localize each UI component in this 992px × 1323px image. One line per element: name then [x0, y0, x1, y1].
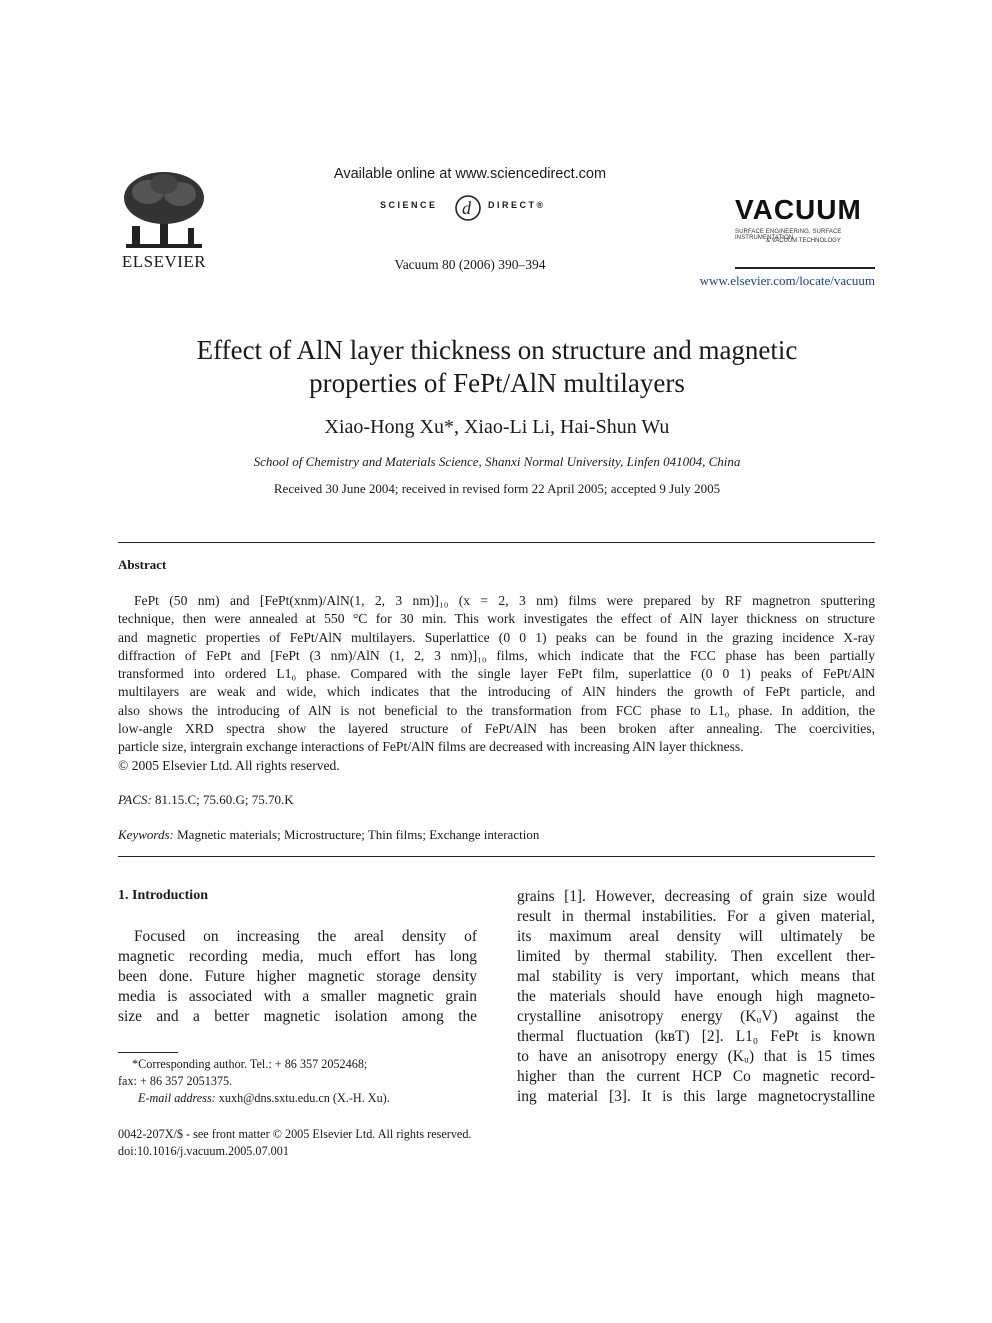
email-address[interactable]: xuxh@dns.sxtu.edu.cn (X.-H. Xu). [215, 1091, 390, 1105]
abstract-line: and magnetic properties of FePt/AlN multilayers. Superlattice (0 0 1) peaks can be found in the grazing incidence X-ray [118, 629, 875, 645]
section-heading: 1. Introduction [118, 888, 208, 903]
abstract-line: diffraction of FePt and [FePt (3 nm)/AlN (1, 2, 3 nm)]₁₀ films, which indicate that the FCC phase has been partially [118, 647, 875, 663]
divider-top [118, 542, 875, 543]
body-line: Focused on increasing the areal density of [134, 928, 477, 945]
body-line: media is associated with a smaller magnetic grain [118, 988, 477, 1005]
available-online-text[interactable]: Available online at www.sciencedirect.com [333, 166, 607, 182]
body-line: limited by thermal stability. Then excellent ther- [517, 948, 875, 965]
left-column [118, 927, 477, 1027]
body-line: been done. Future higher magnetic storage density [118, 968, 477, 985]
body-line: ing material [3]. It is this large magnetocrystalline [517, 1088, 875, 1105]
body-line: higher than the current HCP Co magnetic record- [517, 1068, 875, 1085]
body-line: result in thermal instabilities. For a given material, [517, 908, 875, 925]
right-column [517, 887, 875, 1107]
body-line: mal stability is very important, which means that [517, 968, 875, 985]
body-line: its maximum areal density will ultimately be [517, 928, 875, 945]
front-matter-info [118, 1126, 618, 1160]
abstract-line: also shows the introducing of AlN is not beneficial to the transformation from FCC phase to L1₀ phase. In addition, the [118, 702, 875, 718]
svg-text:d: d [462, 198, 471, 218]
abstract-line: particle size, intergrain exchange interactions of FePt/AlN films are decreased with increasing AlN layer thickness. [118, 739, 744, 755]
body-line: thermal fluctuation (kʙT) [2]. L1₀ FePt is known [517, 1028, 875, 1045]
footnote-rule [118, 1052, 178, 1053]
sciencedirect-logo-left: SCIENCE [380, 200, 438, 210]
received-dates: Received 30 June 2004; received in revised form 22 April 2005; accepted 9 July 2005 [273, 481, 721, 496]
body-line: crystalline anisotropy energy (KᵤV) against the [517, 1008, 875, 1025]
issn-line: 0042-207X/$ - see front matter © 2005 Elsevier Ltd. All rights reserved. [118, 1127, 472, 1141]
keywords-values: Magnetic materials; Microstructure; Thin films; Exchange interaction [173, 827, 540, 842]
abstract-line: FePt (50 nm) and [FePt(xnm)/AlN(1, 2, 3 nm)]₁₀ (x = 2, 3 nm) films were prepared by RF magnetron sputtering [134, 593, 875, 608]
author-list: Xiao-Hong Xu*, Xiao-Li Li, Hai-Shun Wu [324, 416, 670, 438]
journal-logo-title: VACUUM [735, 194, 862, 225]
footnote-email [118, 1090, 498, 1107]
abstract-line: transformed into ordered L1₀ phase. Compared with the single layer FePt film, superlattice (0 0 1) peaks of FePt/AlN [118, 666, 875, 682]
footnote-corresponding: *Corresponding author. Tel.: + 86 357 2052468; [132, 1057, 368, 1071]
body-line: grains [1]. However, decreasing of grain size would [517, 888, 875, 905]
journal-logo-rule [735, 267, 875, 269]
footnote [118, 1056, 498, 1107]
body-line: magnetic recording media, much effort has long [118, 948, 477, 965]
email-label: E-mail address: [138, 1091, 216, 1105]
pacs-label: PACS: [118, 792, 152, 807]
keywords-label: Keywords: [118, 827, 174, 842]
sciencedirect-logo-right: DIRECT® [488, 200, 546, 210]
journal-citation: Vacuum 80 (2006) 390–394 [394, 257, 546, 272]
abstract-line: technique, then were annealed at 550 °C for 30 min. This work investigates the effect of AlN layer thickness on structure [118, 611, 875, 627]
body-line: size and a better magnetic isolation among the [118, 1008, 477, 1025]
journal-logo-subtitle: SURFACE ENGINEERING, SURFACE INSTRUMENTATION [735, 229, 842, 241]
footnote-fax: fax: + 86 357 2051375. [118, 1074, 233, 1088]
divider-bottom [118, 856, 875, 857]
doi-line[interactable]: doi:10.1016/j.vacuum.2005.07.001 [118, 1144, 289, 1158]
affiliation: School of Chemistry and Materials Science, Shanxi Normal University, Linfen 041004, China [253, 454, 741, 469]
title-line-1: Effect of AlN layer thickness on structure and magnetic [196, 335, 798, 365]
title-line-2: properties of FePt/AlN multilayers [309, 368, 685, 398]
abstract-line: multilayers are weak and wide, which indicates that the introducing of AlN hinders the growth of FePt particle, and [118, 684, 875, 700]
pacs-codes [118, 792, 294, 808]
abstract-line: low-angle XRD spectra show the layered structure of FePt/AlN has been broken after annealing. The coercivities, [118, 721, 875, 737]
abstract-body [118, 592, 875, 775]
journal-url-link[interactable]: www.elsevier.com/locate/vacuum [699, 273, 875, 288]
article-title [120, 334, 874, 400]
keywords [118, 827, 539, 843]
copyright-line: © 2005 Elsevier Ltd. All rights reserved. [118, 757, 340, 773]
body-line: the materials should have enough high magneto- [517, 988, 875, 1005]
abstract-heading: Abstract [118, 557, 167, 572]
publisher-name: ELSEVIER [121, 252, 207, 271]
journal-logo-subtitle-2: & VACUUM TECHNOLOGY [766, 238, 841, 244]
pacs-values: 81.15.C; 75.60.G; 75.70.K [151, 792, 294, 807]
body-line: to have an anisotropy energy (Kᵤ) that is 15 times [517, 1048, 875, 1065]
